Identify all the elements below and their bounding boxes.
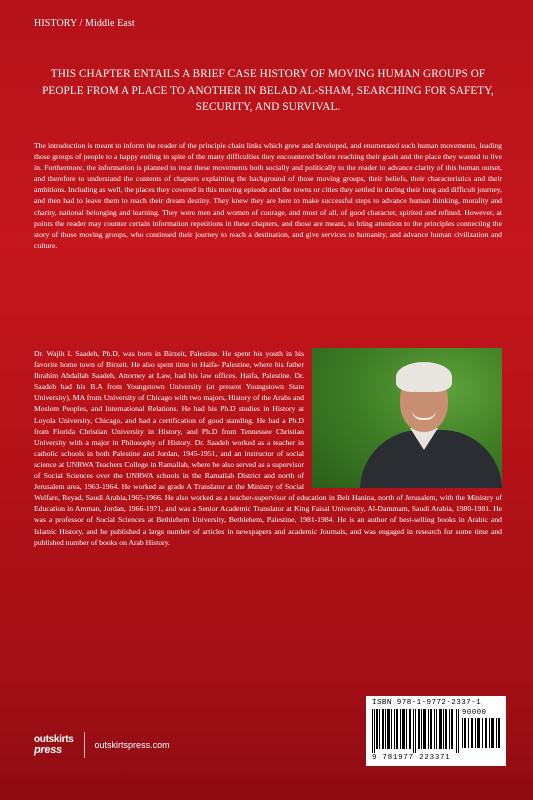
addon-bars-icon: [462, 718, 500, 748]
publisher-logo-line1: outskirts: [34, 734, 74, 745]
barcode-ean-number: 9 781977 223371: [372, 754, 451, 762]
author-bio-text: Dr. Wajih I. Saadeh, Ph.D, was born in Birzeit, Palestine. He spent his youth in his favorite home town of Birzeit. He also spent time in Haifa- Palestine, where his father Ibrahim Abdallah Saadeh, Attorney at Law, had his law offices. Haifa, Palestine. Dr. Saadeh had his B.A from Youngstown University (at present Youngstown State University), MA from University of Chicago with two majors, History of the Arabs and Moslem Peoples, and International Relations. He had his Ph.D studies in History at Loyola University, Chicago, and had a certification of good standing. He had a Ph.D from Florida Christian University in History, and Ph.D from Tennessee Christian University with a major in Philosophy of History. Dr. Saadeh worked as a teacher in catholic schools in both Palestine and Jordan, 1945-1951, and an instructor of social science at UNRWA Teachers College in Ramallah, where he also served as a supervisor of Social Sciences over the UNRWA schools in the Ramallah District and north of Jerusalem area, 1963-1964. He worked as grade A Translator at the Ministry of Social Welfare, Reyad, Saudi Arabia,1965-1966. He also worked as a teacher-supervisor of education in Beit Hanina, north of Jerusalem, with the Ministry of Education in Amman, Jordan, 1966-1971, and was a Senior Academic Translator at King Faisal University, Al-Dammam, Saudi Arabia, 1980-1981. He was a professor of Social Sciences at Bethlehem University, Bethlehem, Palestine, 1981-1984. He is an author of best-selling books in Arabic and Islamic History, and he published a large number of articles in newspapers and academic Journals, and was engaged in research for some time and published number of books on Arab History.: [34, 349, 502, 547]
author-bio-section: [34, 348, 502, 548]
publisher-divider: [84, 732, 85, 758]
author-photo: [312, 348, 502, 488]
publisher-block: [34, 732, 170, 758]
barcode-bars-icon: [372, 709, 460, 753]
publisher-logo: [34, 735, 74, 755]
barcode-addon-number: 90000: [462, 709, 487, 717]
author-photo-hair: [396, 362, 452, 392]
publisher-logo-line2: press: [34, 744, 62, 756]
isbn-barcode: [366, 696, 506, 766]
back-cover-headline: THIS CHAPTER ENTAILS A BRIEF CASE HISTORY OF MOVING HUMAN GROUPS OF PEOPLE FROM A PLACE TO ANOTHER IN BELAD AL-SHAM, SEARCHING FOR SAFETY, SECURITY, AND SURVIVAL.: [42, 68, 494, 113]
intro-paragraph: The introduction is meant to inform the reader of the principle chain links which grew and developed, and enumerated such human movements, leading those groups of people to a happy ending in spite of the many difficulties they encountered before reaching their goals and the place they wanted to live in. Furthermore, the information is planned to treat these movements both socially and politically to the reader to advance clarity of this human outset, and therefore to understand the contents of chapters explaining the background of those moving groups, their beliefs, their characteristics and their ambitions. Including as well, the places they covered in this moving episode and the towns or cities they settled in during their long and difficult journey, and then had to leave them to reach their dream destiny. They knew they are here to make successful steps to advance human thinking, morality and charity, national belonging and learning. They were men and women of courage, and most of all, of good character, spirited and refined. However, at points the reader may counter certain information repetitions in these chapters, and those are meant, to bring attention to the principles connecting the story of those moving groups, who continued their journey to reach a destination, and give services to humanity, and advance human civilization and culture.: [34, 141, 502, 250]
category-label: HISTORY / Middle East: [34, 18, 135, 29]
publisher-url[interactable]: outskirtspress.com: [94, 740, 170, 750]
isbn-label: ISBN 978-1-9772-2337-1: [372, 699, 482, 707]
